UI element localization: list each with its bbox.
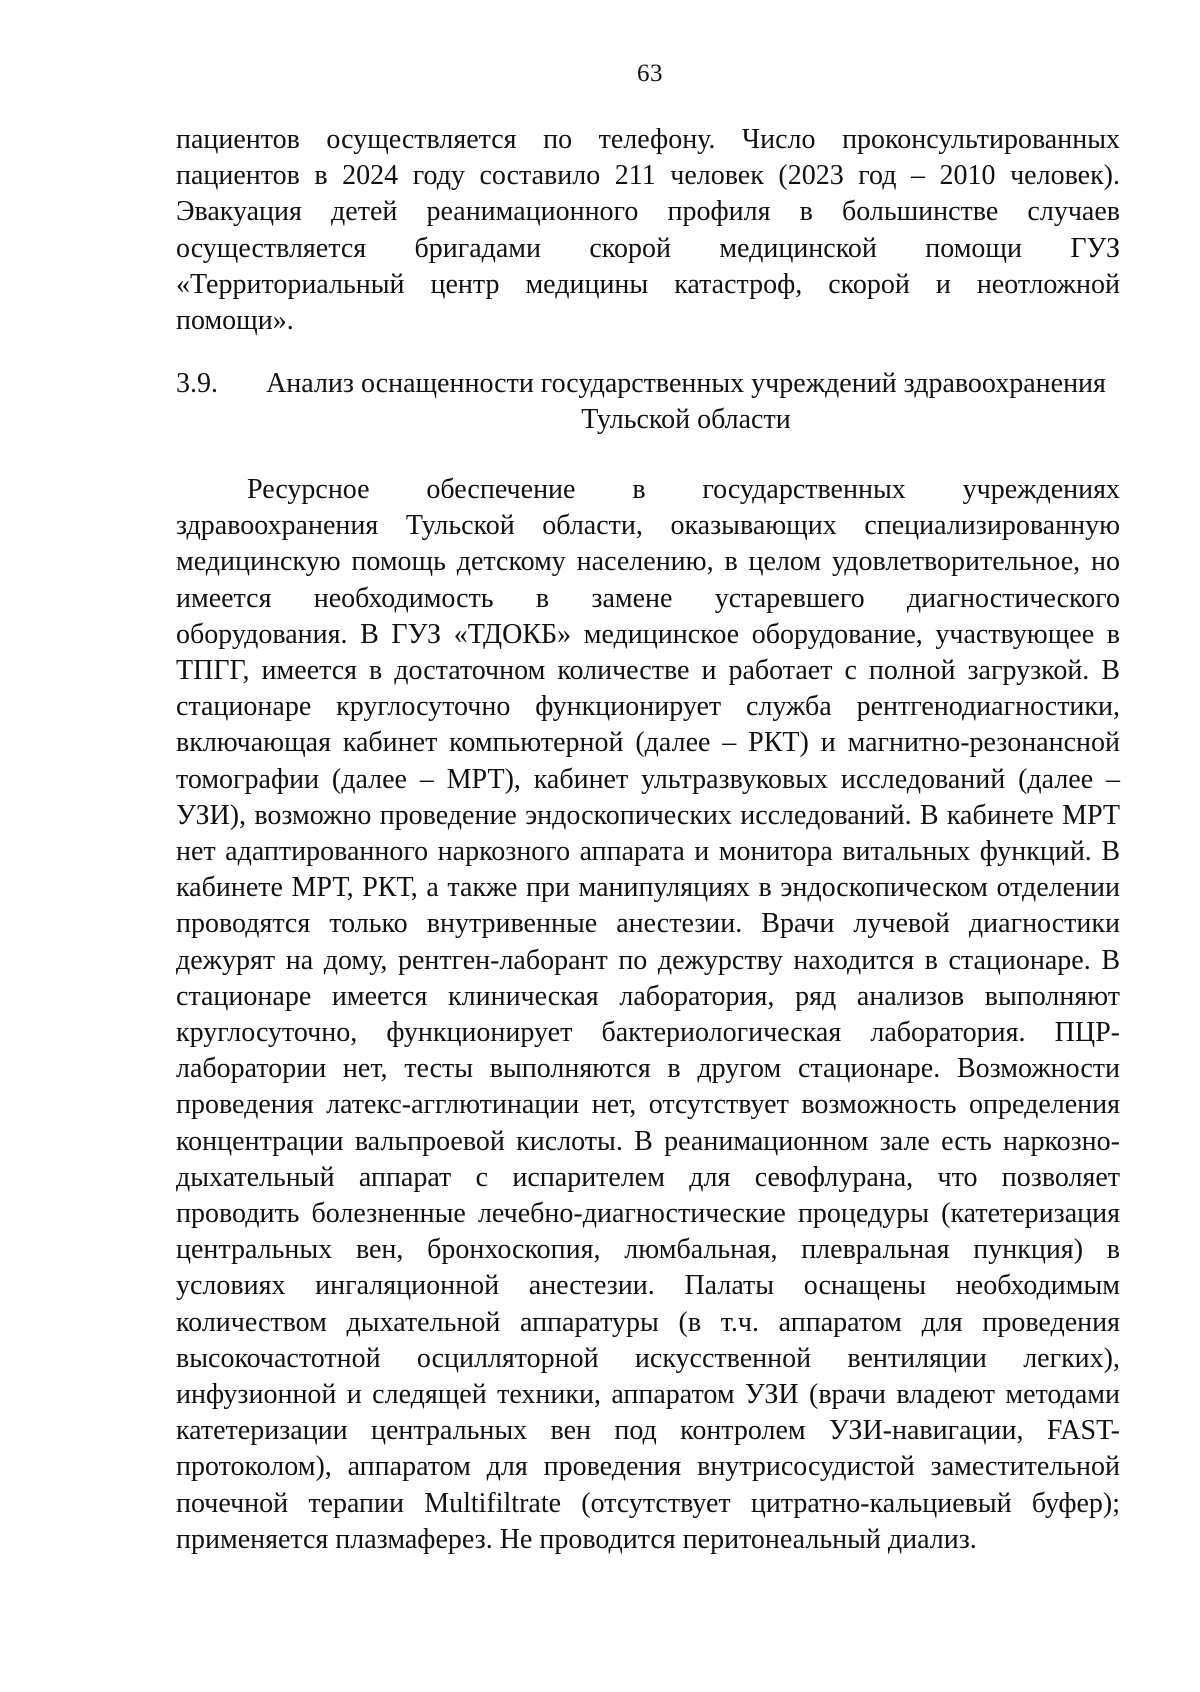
paragraph-text: Ресурсное обеспечение в государственных учреждениях здравоохранения Тульской области, оказывающих специализированную медицинскую помощь детскому населению, в целом удовлетворительное, но имеется необходимость в замене устаревшего диагностического оборудования. В ГУЗ «ТДОКБ» медицинское оборудование, участвующее в ТПГГ, имеется в достаточном количестве и работает с полной загрузкой. В стационаре круглосуточно функционирует служба рентгенодиагностики, включающая кабинет компьютерной (далее – РКТ) и магнитно-резонансной томографии (далее – МРТ), кабинет ультразвуковых исследований (далее – УЗИ), возможно проведение эндоскопических исследований. В кабинете МРТ нет адаптированного наркозного аппарата и монитора витальных функций. В кабинете МРТ, РКТ, а также при манипуляциях в эндоскопическом отделении проводятся только внутривенные анестезии. Врачи лучевой диагностики дежурят на дому, рентген-лаборант по дежурству находится в стационаре. В стационаре имеется клиническая лаборатория, ряд анализов выполняют круглосуточно, функционирует бактериологическая лаборатория. ПЦР-лаборатории нет, тесты выполняются в другом стационаре. Возможности проведения латекс-агглютинации нет, отсутствует возможность определения концентрации вальпроевой кислоты. В реанимационном зале есть наркозно-дыхательный аппарат с испарителем для севофлурана, что позволяет проводить болезненные лечебно-диагностические процедуры (катетеризация центральных вен, бронхоскопия, люмбальная, плевральная пункция) в условиях ингаляционной анестезии. Палаты оснащены необходимым количеством дыхательной аппаратуры (в т.ч. аппаратом для проведения высокочастотной осцилляторной искусственной вентиляции легких), инфузионной и следящей техники, аппаратом УЗИ (врачи владеют методами катетеризации центральных вен под контролем УЗИ-навигации, FAST-протоколом), аппаратом для проведения внутрисосудистой заместительной почечной терапии Multifiltrate (отсутствует цитратно-кальциевый буфер); применяется плазмаферез. Не проводится перитонеальный диализ. <box>176 474 1120 1555</box>
page-number: 63 <box>637 60 663 87</box>
section-number: 3.9. <box>176 368 218 399</box>
paragraph-continuation <box>176 122 1120 339</box>
section-title <box>256 366 1116 438</box>
paragraph-text: пациентов осуществляется по телефону. Число проконсультированных пациентов в 2024 году составило 211 человек (2023 год – 2010 человек). Эвакуация детей реанимационного профиля в большинстве случаев осуществляется бригадами скорой медицинской помощи ГУЗ «Территориальный центр медицины катастроф, скорой и неотложной помощи». <box>176 124 1120 337</box>
section-title-line-1: Анализ оснащенности государственных учреждений здравоохранения <box>266 368 1106 399</box>
section-title-line-2: Тульской области <box>581 404 791 435</box>
paragraph-resources <box>176 472 1120 1558</box>
